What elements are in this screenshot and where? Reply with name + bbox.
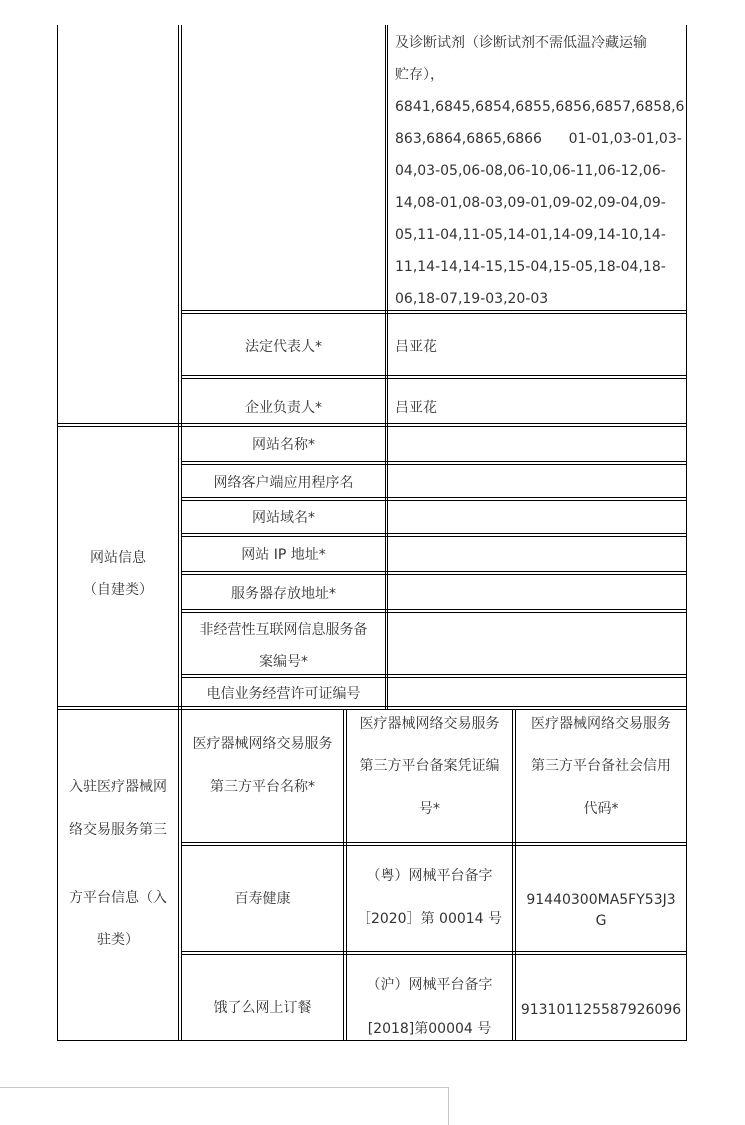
legal-rep-value: 吕亚花 xyxy=(395,339,437,355)
scope-line: 14,08-01,08-03,09-01,09-02,09-04,09- xyxy=(395,195,666,211)
scope-line: 04,03-05,06-08,06-10,06-11,06-12,06- xyxy=(395,163,666,179)
platform-record-header-cont: 号* xyxy=(419,801,440,817)
platform-credit-header: 医疗器械网络交易服务 xyxy=(531,716,671,732)
telecom-license-label: 电信业务经营许可证编号 xyxy=(206,686,361,702)
website-group-label: 网站信息 xyxy=(90,550,146,566)
platform-record-header: 医疗器械网络交易服务 xyxy=(359,716,500,732)
app-name-label: 网络客户端应用程序名 xyxy=(213,475,354,491)
scope-line: 06,18-07,19-03,20-03 xyxy=(395,291,549,307)
platform-record-header-cont: 第三方平台备案凭证编 xyxy=(359,758,500,774)
server-address-label: 服务器存放地址* xyxy=(231,586,336,602)
platform-record: （粤）网械平台备字 xyxy=(366,868,493,884)
platform-record: （沪）网械平台备字 xyxy=(366,977,493,993)
platform-credit-header-cont: 第三方平台备社会信用 xyxy=(531,758,671,774)
domain-label: 网站域名* xyxy=(252,510,315,526)
website-name-label: 网站名称* xyxy=(252,437,315,453)
icp-record-label-cont: 案编号* xyxy=(259,654,308,670)
icp-record-label: 非经营性互联网信息服务备 xyxy=(199,622,368,638)
platform-name-header-cont: 第三方平台名称* xyxy=(210,779,315,795)
platform-name: 饿了么网上订餐 xyxy=(213,1000,312,1016)
platform-credit-code-cont: G xyxy=(595,913,607,929)
platform-record-cont: [2018]第00004 号 xyxy=(367,1021,492,1037)
legal-rep-label: 法定代表人* xyxy=(245,339,322,355)
website-group-label-sub: （自建类） xyxy=(83,582,153,598)
scope-line: 863,6864,6865,6866 01-01,03-01,03- xyxy=(395,131,682,147)
platform-credit-header-cont: 代码* xyxy=(583,801,619,817)
scope-line: 05,11-04,11-05,14-01,14-09,14-10,14- xyxy=(395,227,666,243)
scope-line: 及诊断试剂（诊断试剂不需低温冷藏运输 xyxy=(395,35,647,51)
ip-address-label: 网站 IP 地址* xyxy=(241,547,326,563)
platform-record-cont: ［2020］第 00014 号 xyxy=(356,911,503,927)
scope-line: 贮存）， xyxy=(395,67,444,83)
scope-line: 11,14-14,14-15,15-04,15-05,18-04,18- xyxy=(395,259,666,275)
platform-group-label: 络交易服务第三 xyxy=(69,822,167,838)
platform-credit-code: 913101125587926096 xyxy=(520,1002,682,1018)
platform-credit-code: 91440300MA5FY53J3 xyxy=(526,892,676,908)
platform-group-label: 方平台信息（入 xyxy=(69,890,167,906)
platform-name: 百寿健康 xyxy=(234,891,291,907)
person-in-charge-label: 企业负责人* xyxy=(245,400,322,416)
next-section-box xyxy=(0,1087,449,1125)
scope-line: 6841,6845,6854,6855,6856,6857,6858,6 xyxy=(395,99,685,115)
platform-name-header: 医疗器械网络交易服务 xyxy=(192,736,333,752)
person-in-charge-value: 吕亚花 xyxy=(395,400,437,416)
platform-group-label: 入驻医疗器械网 xyxy=(69,779,167,795)
platform-group-label: 驻类） xyxy=(97,932,139,948)
